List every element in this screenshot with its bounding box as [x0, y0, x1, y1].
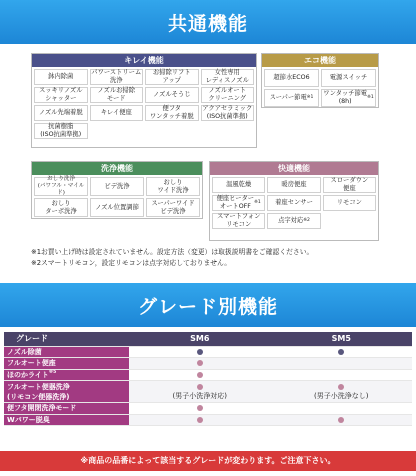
common-features-title: 共通機能: [167, 12, 248, 35]
footnote-mark: ※2: [303, 218, 310, 224]
availability-dot-icon: [197, 360, 203, 366]
feature-cell: スーパー節電 ※1: [264, 89, 319, 107]
kaiteki-panel-title: 快適機能: [210, 162, 378, 175]
feature-cell: ノズルそうじ: [145, 87, 199, 103]
grade-value-sm6: [129, 403, 271, 415]
kirei-grid: [32, 67, 256, 141]
footnote-1: ※1お買い上げ時は設定されていません。設定方法（変更）は取扱説明書をご確認ください。: [31, 248, 314, 256]
feature-cell: ノズルお掃除 モード: [90, 87, 144, 103]
grade-header-sm5: SM5: [271, 332, 413, 346]
empty-cell: [201, 123, 255, 139]
feature-cell: 温風乾燥: [212, 177, 265, 193]
grade-value-sm6: [129, 369, 271, 381]
feature-cell: ノズル先端着脱: [34, 105, 88, 121]
grade-feature-label: フルオート便器洗浄 (リモコン便器洗浄): [4, 381, 129, 403]
footnote-mark: ※1: [306, 95, 314, 101]
feature-cell: 便フタ ワンタッチ着脱: [145, 105, 199, 121]
table-row: [4, 358, 412, 370]
grade-value-sm5: [271, 414, 413, 426]
grade-feature-label: ノズル除菌: [4, 346, 129, 358]
eco-panel-title: エコ機能: [262, 54, 378, 67]
empty-cell: [145, 123, 199, 139]
grade-value-sm6: [129, 358, 271, 370]
grade-table: [4, 332, 412, 426]
feature-cell: ノズル位置調節: [90, 198, 144, 217]
footnote-mark: ※1: [254, 200, 261, 206]
availability-dot-icon: [338, 384, 344, 390]
feature-cell: スマートフォン リモコン: [212, 213, 265, 229]
grade-value-sm5: [271, 381, 413, 403]
availability-dot-icon: [197, 417, 203, 423]
senjo-panel-title: 洗浄機能: [32, 162, 202, 175]
common-features-banner: [0, 0, 416, 44]
feature-cell: 便座ヒーター オートOFF ※1: [212, 195, 265, 211]
table-row: [4, 381, 412, 403]
grade-features-banner: [0, 283, 416, 327]
grade-value-note: (男子小洗浄なし): [314, 391, 369, 400]
feature-cell: お掃除リフト アップ: [145, 69, 199, 85]
kirei-panel: [31, 53, 257, 148]
grade-features-title: グレード別機能: [137, 295, 278, 318]
grade-feature-label: 便フタ開閉洗浄モード: [4, 403, 129, 415]
footnotes: [31, 247, 381, 269]
kirei-panel-title: キレイ機能: [32, 54, 256, 67]
availability-dot-icon: [197, 405, 203, 411]
feature-cell: リモコン: [323, 195, 376, 211]
senjo-panel: [31, 161, 203, 219]
feature-cell: 抗菌樹脂 (ISO抗菌準拠): [34, 123, 88, 139]
feature-cell: 女性専用 レディスノズル: [201, 69, 255, 85]
kaiteki-grid: [210, 175, 378, 231]
availability-dot-icon: [197, 384, 203, 390]
feature-cell: 鉢内除菌: [34, 69, 88, 85]
table-row: [4, 346, 412, 358]
grade-value-sm6: [129, 346, 271, 358]
grade-warning-note: ※商品の品番によって該当するグレードが変わります。ご注意下さい。: [0, 451, 416, 471]
empty-cell: [90, 123, 144, 139]
grade-feature-label: Wパワー脱臭: [4, 414, 129, 426]
footnote-2: ※2スマートリモコン，設定リモコンは点字対応しておりません。: [31, 259, 232, 267]
feature-cell: ビデ洗浄: [90, 177, 144, 196]
footnote-mark: ※1: [367, 95, 374, 101]
feature-cell: 超節水ECO6: [264, 69, 319, 87]
feature-cell: おしり ターボ洗浄: [34, 198, 88, 217]
feature-cell: スーパーワイド ビデ洗浄: [146, 198, 200, 217]
availability-dot-icon: [338, 417, 344, 423]
grade-value-sm6: [129, 414, 271, 426]
feature-cell: スッキリノズル シャッター: [34, 87, 88, 103]
feature-cell: 着座センサー: [267, 195, 320, 211]
grade-table-header: [4, 332, 412, 346]
availability-dot-icon: [197, 349, 203, 355]
grade-value-note: (男子小洗浄対応): [172, 391, 227, 400]
feature-cell: パワーストリーム 洗浄: [91, 69, 142, 84]
feature-cell: スローダウン 便座: [323, 177, 376, 193]
feature-cell: ワンタッチ節電 (8h) ※1: [321, 89, 376, 107]
kaiteki-panel: [209, 161, 379, 241]
table-row: [4, 369, 412, 381]
grade-value-sm5: [271, 369, 413, 381]
footnote-mark: ※5: [48, 369, 57, 375]
grade-value-sm6: [129, 381, 271, 403]
grade-header-sm6: SM6: [129, 332, 271, 346]
availability-dot-icon: [338, 349, 344, 355]
eco-grid: [262, 67, 378, 109]
feature-cell: 電源スイッチ: [321, 69, 376, 87]
grade-feature-label: フルオート便座: [4, 358, 129, 370]
grade-value-sm5: [271, 403, 413, 415]
grade-value-sm5: [271, 346, 413, 358]
feature-cell: キレイ便座: [90, 105, 144, 121]
feature-cell: おしり洗浄 (パワフル・マイルド): [34, 177, 88, 196]
table-row: [4, 414, 412, 426]
empty-cell: [323, 213, 376, 229]
grade-value-sm5: [271, 358, 413, 370]
grade-feature-label: ほのかライト$^{※5}$: [4, 369, 129, 381]
feature-cell: 点字対応 ※2: [267, 213, 320, 229]
feature-cell: ノズルオート クリーニング: [201, 87, 255, 103]
feature-cell: おしり ワイド洗浄: [146, 177, 200, 196]
feature-cell: 暖房便座: [267, 177, 320, 193]
table-row: [4, 403, 412, 415]
grade-header-label: グレード: [4, 332, 129, 346]
senjo-grid: [32, 175, 202, 219]
grade-table-body: [4, 346, 412, 426]
eco-panel: [261, 53, 379, 108]
availability-dot-icon: [197, 372, 203, 378]
feature-cell: アクアセラミック (ISO抗菌準拠): [202, 105, 253, 120]
